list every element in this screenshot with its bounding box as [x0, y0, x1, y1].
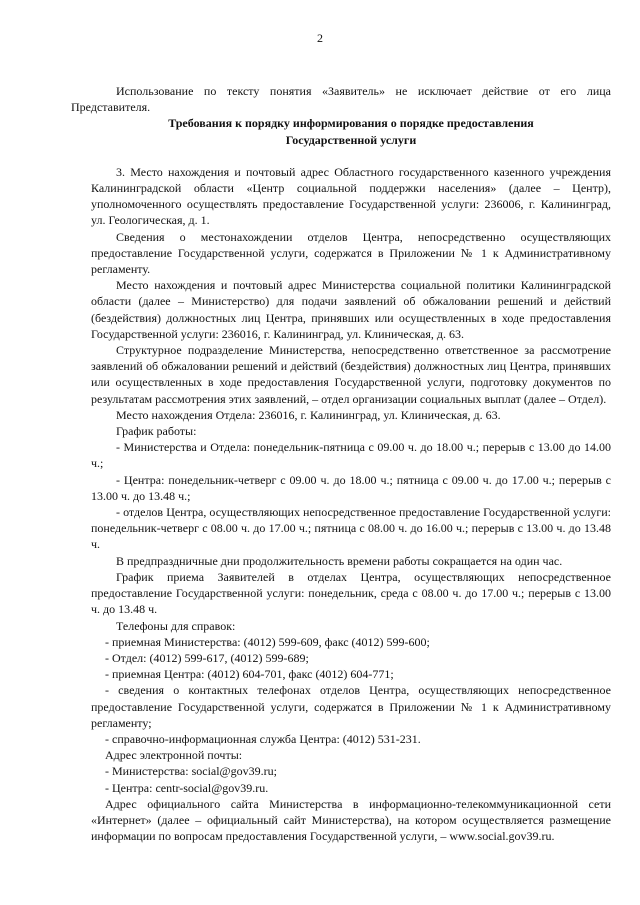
- email-center: - Центра: centr-social@gov39.ru.: [105, 780, 269, 795]
- paragraph-departments-info: Сведения о местонахождении отделов Центра, непосредственно осуществляющих предоставление Государственной услуги, содержатся в Приложении № 1 к Административному регламенту.: [91, 229, 611, 277]
- phone-department: - Отдел: (4012) 599-617, (4012) 599-689;: [105, 650, 309, 665]
- paragraph-reception-schedule: График приема Заявителей в отделах Центра, осуществляющих непосредственное предоставление Государственной услуги: понедельник, среда с 08.00 ч. до 17.00 ч.; перерыв с 13.00 ч. до 13.48 ч.: [91, 569, 611, 617]
- schedule-ministry: - Министерства и Отдела: понедельник-пятница с 09.00 ч. до 18.00 ч.; перерыв с 13.00 до 14.00 ч.;: [91, 440, 611, 471]
- document-body: [71, 83, 611, 844]
- paragraph-email-title: Адрес электронной почты:: [105, 748, 243, 763]
- page-number: 2: [317, 31, 323, 45]
- phone-center: - приемная Центра: (4012) 604-701, факс (4012) 604-771;: [105, 667, 394, 682]
- phone-ministry: - приемная Министерства: (4012) 599-609, факс (4012) 599-600;: [105, 634, 430, 649]
- paragraph-ministry-address: Место нахождения и почтовый адрес Министерства социальной политики Калининградской области (далее – Министерство) для подачи заявлений об обжаловании решений и действий (бездействия) должностных лиц Центра, принявших или осуществленных в ходе предоставления Государственной услуги: 236016, г. Калининград, ул. Клиническая, д. 63.: [91, 278, 611, 341]
- schedule-departments: - отделов Центра, осуществляющих непосредственное предоставление Государственной услуги: понедельник-четверг с 08.00 ч. до 17.00 ч.; пятница с 08.00 ч. до 16.00 ч.; перерыв с 13.00 ч. до 13.48 ч.: [91, 505, 611, 552]
- paragraph-holiday-note: В предпраздничные дни продолжительность времени работы сокращается на один час.: [116, 553, 563, 568]
- paragraph-schedule-title: График работы:: [116, 424, 197, 439]
- paragraph-phones-title: Телефоны для справок:: [116, 618, 236, 633]
- paragraph-structural-unit: Структурное подразделение Министерства, непосредственно ответственное за рассмотрение заявлений об обжаловании решений и действий (бездействия) должностных лиц Центра, принявших или осуществленных в ходе предоставления Государственной услуги, подготовку документов по результатам рассмотрения этих заявлений, – отдел организации социальных выплат (далее – Отдел).: [91, 343, 611, 406]
- paragraph-department-location: Место нахождения Отдела: 236016, г. Калининград, ул. Клиническая, д. 63.: [116, 407, 501, 422]
- section-heading: Требования к порядку информирования о порядке предоставления Государственной услуги: [168, 116, 534, 147]
- email-ministry: - Министерства: social@gov39.ru;: [105, 764, 277, 779]
- paragraph-website: Адрес официального сайта Министерства в информационно-телекоммуникационной сети «Интернет» (далее – официальный сайт Министерства), на котором осуществляется размещение информации по вопросам предоставления Государственной услуги, – www.social.gov39.ru.: [91, 796, 611, 844]
- schedule-center: - Центра: понедельник-четверг с 09.00 ч. до 18.00 ч.; пятница с 09.00 ч. до 17.00 ч.; перерыв с 13.00 ч. до 13.48 ч.;: [91, 472, 611, 503]
- phone-departments-info: - сведения о контактных телефонах отделов Центра, осуществляющих непосредственное предоставление Государственной услуги, содержатся в Приложении № 1 к Административному регламенту;: [91, 683, 611, 730]
- paragraph-applicant-note: Использование по тексту понятия «Заявитель» не исключает действие от его лица Представителя.: [71, 84, 611, 115]
- phone-info-service: - справочно-информационная служба Центра: (4012) 531-231.: [105, 731, 421, 746]
- paragraph-center-address: 3. Место нахождения и почтовый адрес Областного государственного казенного учреждения Калининградской области «Центр социальной поддержки населения» (далее – Центр), уполномоченного осуществлять предоставление Государственной услуги: 236006, г. Калининград, ул. Геологическая, д. 1.: [91, 164, 611, 228]
